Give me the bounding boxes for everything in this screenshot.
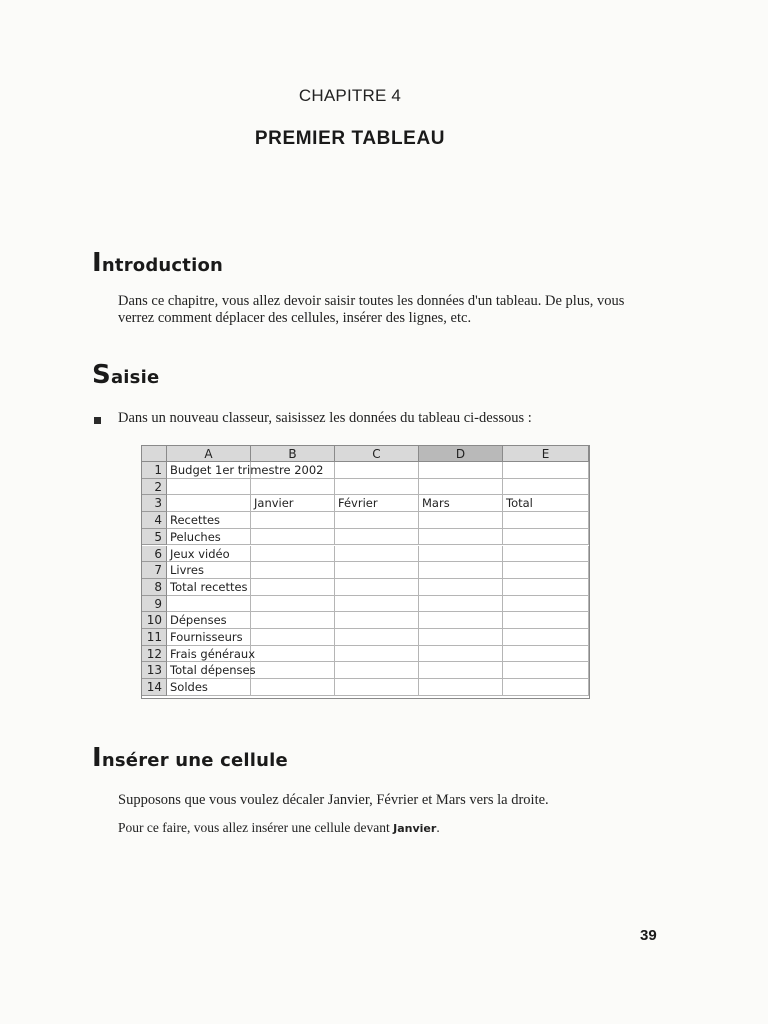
cell-e12[interactable] — [503, 646, 589, 663]
cell-a3[interactable] — [167, 495, 251, 512]
cell-b7[interactable] — [251, 562, 335, 579]
saisie-bullet-text: Dans un nouveau classeur, saisissez les données du tableau ci-dessous : — [118, 410, 532, 426]
row-header[interactable]: 11 — [142, 629, 167, 646]
cell-d2[interactable] — [419, 479, 503, 496]
column-header-d[interactable]: D — [419, 446, 503, 462]
cell-c3[interactable]: Février — [335, 495, 419, 512]
heading-saisie-rest: aisie — [110, 367, 160, 388]
cell-e3[interactable]: Total — [503, 495, 589, 512]
cell-d3[interactable]: Mars — [419, 495, 503, 512]
heading-introduction-rest: ntroduction — [101, 255, 224, 276]
heading-saisie — [92, 360, 159, 390]
cell-b2[interactable] — [251, 479, 335, 496]
cell-a4[interactable]: Recettes — [167, 512, 251, 529]
cell-a7[interactable]: Livres — [167, 562, 251, 579]
cell-d14[interactable] — [419, 679, 503, 696]
cell-e13[interactable] — [503, 662, 589, 679]
cell-c11[interactable] — [335, 629, 419, 646]
chapter-title: PREMIER TABLEAU — [254, 128, 446, 149]
row-header[interactable]: 9 — [142, 596, 167, 613]
cell-c5[interactable] — [335, 529, 419, 546]
cell-b10[interactable] — [251, 612, 335, 629]
cell-b3[interactable]: Janvier — [251, 495, 335, 512]
bullet-square-icon — [94, 417, 101, 424]
column-header-c[interactable]: C — [335, 446, 419, 462]
cell-a12[interactable]: Frais généraux — [167, 646, 251, 663]
row-header[interactable]: 3 — [142, 495, 167, 512]
cell-d11[interactable] — [419, 629, 503, 646]
page-number: 39 — [640, 927, 657, 944]
row-header[interactable]: 1 — [142, 462, 167, 479]
cell-a2[interactable] — [167, 479, 251, 496]
row-header[interactable]: 8 — [142, 579, 167, 596]
row-header[interactable]: 7 — [142, 562, 167, 579]
cell-c13[interactable] — [335, 662, 419, 679]
cell-b4[interactable] — [251, 512, 335, 529]
cell-b8[interactable] — [251, 579, 335, 596]
cell-b11[interactable] — [251, 629, 335, 646]
cell-c9[interactable] — [335, 596, 419, 613]
cell-b14[interactable] — [251, 679, 335, 696]
row-header[interactable]: 6 — [142, 546, 167, 563]
cell-a1[interactable]: Budget 1er trimestre 2002 — [167, 462, 251, 479]
column-header-b[interactable]: B — [251, 446, 335, 462]
cell-a6[interactable]: Jeux vidéo — [167, 546, 251, 563]
cell-c4[interactable] — [335, 512, 419, 529]
cell-c10[interactable] — [335, 612, 419, 629]
inserer-line-2 — [118, 819, 638, 837]
inserer-line-2-prefix: Pour ce faire, vous allez insérer une cellule devant — [118, 820, 394, 835]
cell-b13[interactable] — [251, 662, 335, 679]
cell-b9[interactable] — [251, 596, 335, 613]
inserer-line-2-bold: Janvier — [393, 822, 437, 835]
cell-d9[interactable] — [419, 596, 503, 613]
inserer-line-2-suffix: . — [436, 820, 440, 835]
cell-c6[interactable] — [335, 546, 419, 563]
cell-b1[interactable] — [251, 462, 335, 479]
column-header-a[interactable]: A — [167, 446, 251, 462]
cell-e1[interactable] — [503, 462, 589, 479]
row-header[interactable]: 12 — [142, 646, 167, 663]
cell-e8[interactable] — [503, 579, 589, 596]
cell-d6[interactable] — [419, 546, 503, 563]
heading-introduction-initial: I — [92, 248, 102, 278]
column-header-e[interactable]: E — [503, 446, 589, 462]
cell-b5[interactable] — [251, 529, 335, 546]
cell-e9[interactable] — [503, 596, 589, 613]
heading-introduction — [92, 248, 223, 278]
cell-d12[interactable] — [419, 646, 503, 663]
cell-d1[interactable] — [419, 462, 503, 479]
cell-b12[interactable] — [251, 646, 335, 663]
cell-d5[interactable] — [419, 529, 503, 546]
cell-d8[interactable] — [419, 579, 503, 596]
cell-c8[interactable] — [335, 579, 419, 596]
introduction-paragraph: Dans ce chapitre, vous allez devoir saisir toutes les données d'un tableau. De plus, vous verrez comment déplacer des cellules, insérer des lignes, etc. — [118, 293, 625, 326]
cell-c12[interactable] — [335, 646, 419, 663]
cell-d7[interactable] — [419, 562, 503, 579]
cell-d13[interactable] — [419, 662, 503, 679]
cell-d10[interactable] — [419, 612, 503, 629]
cell-a14[interactable]: Soldes — [167, 679, 251, 696]
cell-e10[interactable] — [503, 612, 589, 629]
cell-a5[interactable]: Peluches — [167, 529, 251, 546]
row-header[interactable]: 2 — [142, 479, 167, 496]
heading-inserer-cellule — [92, 743, 288, 773]
row-header[interactable]: 5 — [142, 529, 167, 546]
cell-a8[interactable]: Total recettes — [167, 579, 251, 596]
cell-c1[interactable] — [335, 462, 419, 479]
cell-d4[interactable] — [419, 512, 503, 529]
cell-e6[interactable] — [503, 546, 589, 563]
heading-saisie-initial: S — [92, 360, 111, 390]
cell-e7[interactable] — [503, 562, 589, 579]
cell-a11[interactable]: Fournisseurs — [167, 629, 251, 646]
row-header[interactable]: 10 — [142, 612, 167, 629]
cell-b6[interactable] — [251, 546, 335, 563]
cell-e2[interactable] — [503, 479, 589, 496]
cell-e5[interactable] — [503, 529, 589, 546]
row-header[interactable]: 14 — [142, 679, 167, 696]
chapter-label: CHAPITRE 4 — [298, 86, 402, 105]
row-header[interactable]: 4 — [142, 512, 167, 529]
cell-c14[interactable] — [335, 679, 419, 696]
cell-a13[interactable]: Total dépenses — [167, 662, 251, 679]
cell-a9[interactable] — [167, 596, 251, 613]
cell-e14[interactable] — [503, 679, 589, 696]
inserer-line-1: Supposons que vous voulez décaler Janvier, Février et Mars vers la droite. — [118, 792, 549, 808]
cell-e11[interactable] — [503, 629, 589, 646]
cell-c7[interactable] — [335, 562, 419, 579]
sheet-corner[interactable] — [142, 446, 167, 462]
heading-inserer-rest: nsérer une cellule — [101, 750, 288, 771]
heading-inserer-initial: I — [92, 743, 102, 773]
cell-e4[interactable] — [503, 512, 589, 529]
row-header[interactable]: 13 — [142, 662, 167, 679]
cell-a10[interactable]: Dépenses — [167, 612, 251, 629]
cell-c2[interactable] — [335, 479, 419, 496]
spreadsheet-figure — [141, 445, 590, 699]
